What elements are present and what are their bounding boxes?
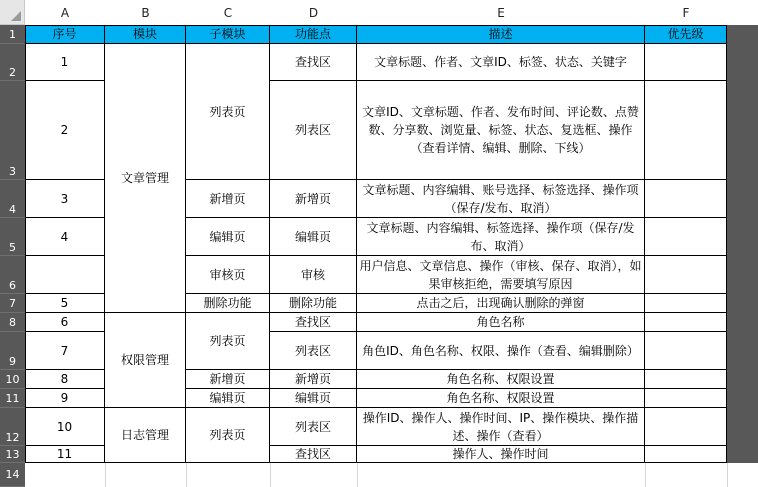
- cell-f12[interactable]: [645, 408, 727, 446]
- cell-e6[interactable]: 用户信息、文章信息、操作（审核、保存、取消），如果审核拒绝，需要填写原因: [357, 256, 645, 294]
- row-header-1[interactable]: 1: [0, 25, 25, 44]
- cell-submodule-perm-list[interactable]: 列表页: [186, 313, 270, 370]
- row-header-13[interactable]: 13: [0, 446, 25, 463]
- cell-a3[interactable]: 2: [25, 81, 105, 180]
- gridline: [105, 463, 106, 487]
- cell-f10[interactable]: [645, 370, 727, 389]
- row-header-11[interactable]: 11: [0, 389, 25, 408]
- cell-e11[interactable]: 角色名称、权限设置: [357, 389, 645, 408]
- cell-submodule-article-edit[interactable]: 编辑页: [186, 218, 270, 256]
- cell-e2[interactable]: 文章标题、作者、文章ID、标签、状态、关键字: [357, 44, 645, 81]
- cell-e5[interactable]: 文章标题、内容编辑、标签选择、操作项（保存/发布、取消）: [357, 218, 645, 256]
- row-header-6[interactable]: 6: [0, 256, 25, 294]
- select-all-icon: [11, 11, 21, 21]
- cell-f3[interactable]: [645, 81, 727, 180]
- row-header-7[interactable]: 7: [0, 294, 25, 313]
- cell-a8[interactable]: 6: [25, 313, 105, 332]
- cell-d8[interactable]: 查找区: [270, 313, 357, 332]
- cell-f8[interactable]: [645, 313, 727, 332]
- gridline: [727, 463, 728, 487]
- cell-e3[interactable]: 文章ID、文章标题、作者、发布时间、评论数、点赞数、分享数、浏览量、标签、状态、复选框、操作（查看详情、编辑、删除、下线）: [357, 81, 645, 180]
- cell-submodule-perm-edit[interactable]: 编辑页: [186, 389, 270, 408]
- column-header-b[interactable]: B: [105, 0, 186, 25]
- select-all-corner[interactable]: [0, 0, 25, 25]
- cell-e12[interactable]: 操作ID、操作人、操作时间、IP、操作模块、操作描述、操作（查看）: [357, 408, 645, 446]
- cell-module-permission[interactable]: 权限管理: [105, 313, 186, 408]
- cell-a12[interactable]: 10: [25, 408, 105, 446]
- cell-f5[interactable]: [645, 218, 727, 256]
- row-header-10[interactable]: 10: [0, 370, 25, 389]
- cell-d5[interactable]: 编辑页: [270, 218, 357, 256]
- cell-submodule-article-list[interactable]: 列表页: [186, 44, 270, 180]
- empty-column-area[interactable]: [727, 25, 758, 487]
- cell-a5[interactable]: 4: [25, 218, 105, 256]
- cell-d10[interactable]: 新增页: [270, 370, 357, 389]
- column-header-e[interactable]: E: [357, 0, 645, 25]
- row-header-8[interactable]: 8: [0, 313, 25, 332]
- column-header-a[interactable]: A: [25, 0, 105, 25]
- cell-f2[interactable]: [645, 44, 727, 81]
- cell-d4[interactable]: 新增页: [270, 180, 357, 218]
- gridline: [270, 463, 271, 487]
- row-header-4[interactable]: 4: [0, 180, 25, 218]
- row-header-2[interactable]: 2: [0, 44, 25, 81]
- cell-f13[interactable]: [645, 446, 727, 463]
- cell-a9[interactable]: 7: [25, 332, 105, 370]
- header-cell-feature[interactable]: 功能点: [270, 25, 357, 44]
- cell-module-log[interactable]: 日志管理: [105, 408, 186, 463]
- cell-d3[interactable]: 列表区: [270, 81, 357, 180]
- header-cell-description[interactable]: 描述: [357, 25, 645, 44]
- cell-d6[interactable]: 审核: [270, 256, 357, 294]
- cell-e13[interactable]: 操作人、操作时间: [357, 446, 645, 463]
- row-header-3[interactable]: 3: [0, 81, 25, 180]
- row-header-9[interactable]: 9: [0, 332, 25, 370]
- cell-a10[interactable]: 8: [25, 370, 105, 389]
- column-header-f[interactable]: F: [645, 0, 727, 25]
- header-cell-submodule[interactable]: 子模块: [186, 25, 270, 44]
- cell-a2[interactable]: 1: [25, 44, 105, 81]
- cell-submodule-article-new[interactable]: 新增页: [186, 180, 270, 218]
- gridline: [186, 463, 187, 487]
- cell-d2[interactable]: 查找区: [270, 44, 357, 81]
- cell-a11[interactable]: 9: [25, 389, 105, 408]
- cell-d9[interactable]: 列表区: [270, 332, 357, 370]
- cell-f9[interactable]: [645, 332, 727, 370]
- cell-f11[interactable]: [645, 389, 727, 408]
- column-header-c[interactable]: C: [186, 0, 270, 25]
- row-header-5[interactable]: 5: [0, 218, 25, 256]
- header-cell-index[interactable]: 序号: [25, 25, 105, 44]
- cell-e7[interactable]: 点击之后，出现确认删除的弹窗: [357, 294, 645, 313]
- cell-a13[interactable]: 11: [25, 446, 105, 463]
- cell-a6[interactable]: [25, 256, 105, 294]
- row-header-12[interactable]: 12: [0, 408, 25, 446]
- gridline: [645, 463, 646, 487]
- cell-submodule-article-delete[interactable]: 删除功能: [186, 294, 270, 313]
- header-cell-module[interactable]: 模块: [105, 25, 186, 44]
- column-header-d[interactable]: D: [270, 0, 357, 25]
- cell-e4[interactable]: 文章标题、内容编辑、账号选择、标签选择、操作项（保存/发布、取消）: [357, 180, 645, 218]
- cell-d12[interactable]: 列表区: [270, 408, 357, 446]
- cell-a4[interactable]: 3: [25, 180, 105, 218]
- cell-submodule-perm-new[interactable]: 新增页: [186, 370, 270, 389]
- cell-d13[interactable]: 查找区: [270, 446, 357, 463]
- cell-d7[interactable]: 删除功能: [270, 294, 357, 313]
- cell-submodule-log-list[interactable]: 列表页: [186, 408, 270, 463]
- gridline: [357, 463, 358, 487]
- cell-f6[interactable]: [645, 256, 727, 294]
- row-header-14[interactable]: 14: [0, 463, 25, 487]
- cell-e9[interactable]: 角色ID、角色名称、权限、操作（查看、编辑删除）: [357, 332, 645, 370]
- cell-e10[interactable]: 角色名称、权限设置: [357, 370, 645, 389]
- cell-f7[interactable]: [645, 294, 727, 313]
- header-cell-priority[interactable]: 优先级: [645, 25, 727, 44]
- cell-d11[interactable]: 编辑页: [270, 389, 357, 408]
- cell-f4[interactable]: [645, 180, 727, 218]
- cell-e8[interactable]: 角色名称: [357, 313, 645, 332]
- cell-a7[interactable]: 5: [25, 294, 105, 313]
- cell-submodule-article-review[interactable]: 审核页: [186, 256, 270, 294]
- cell-module-article[interactable]: 文章管理: [105, 44, 186, 313]
- empty-row-area[interactable]: [25, 463, 758, 487]
